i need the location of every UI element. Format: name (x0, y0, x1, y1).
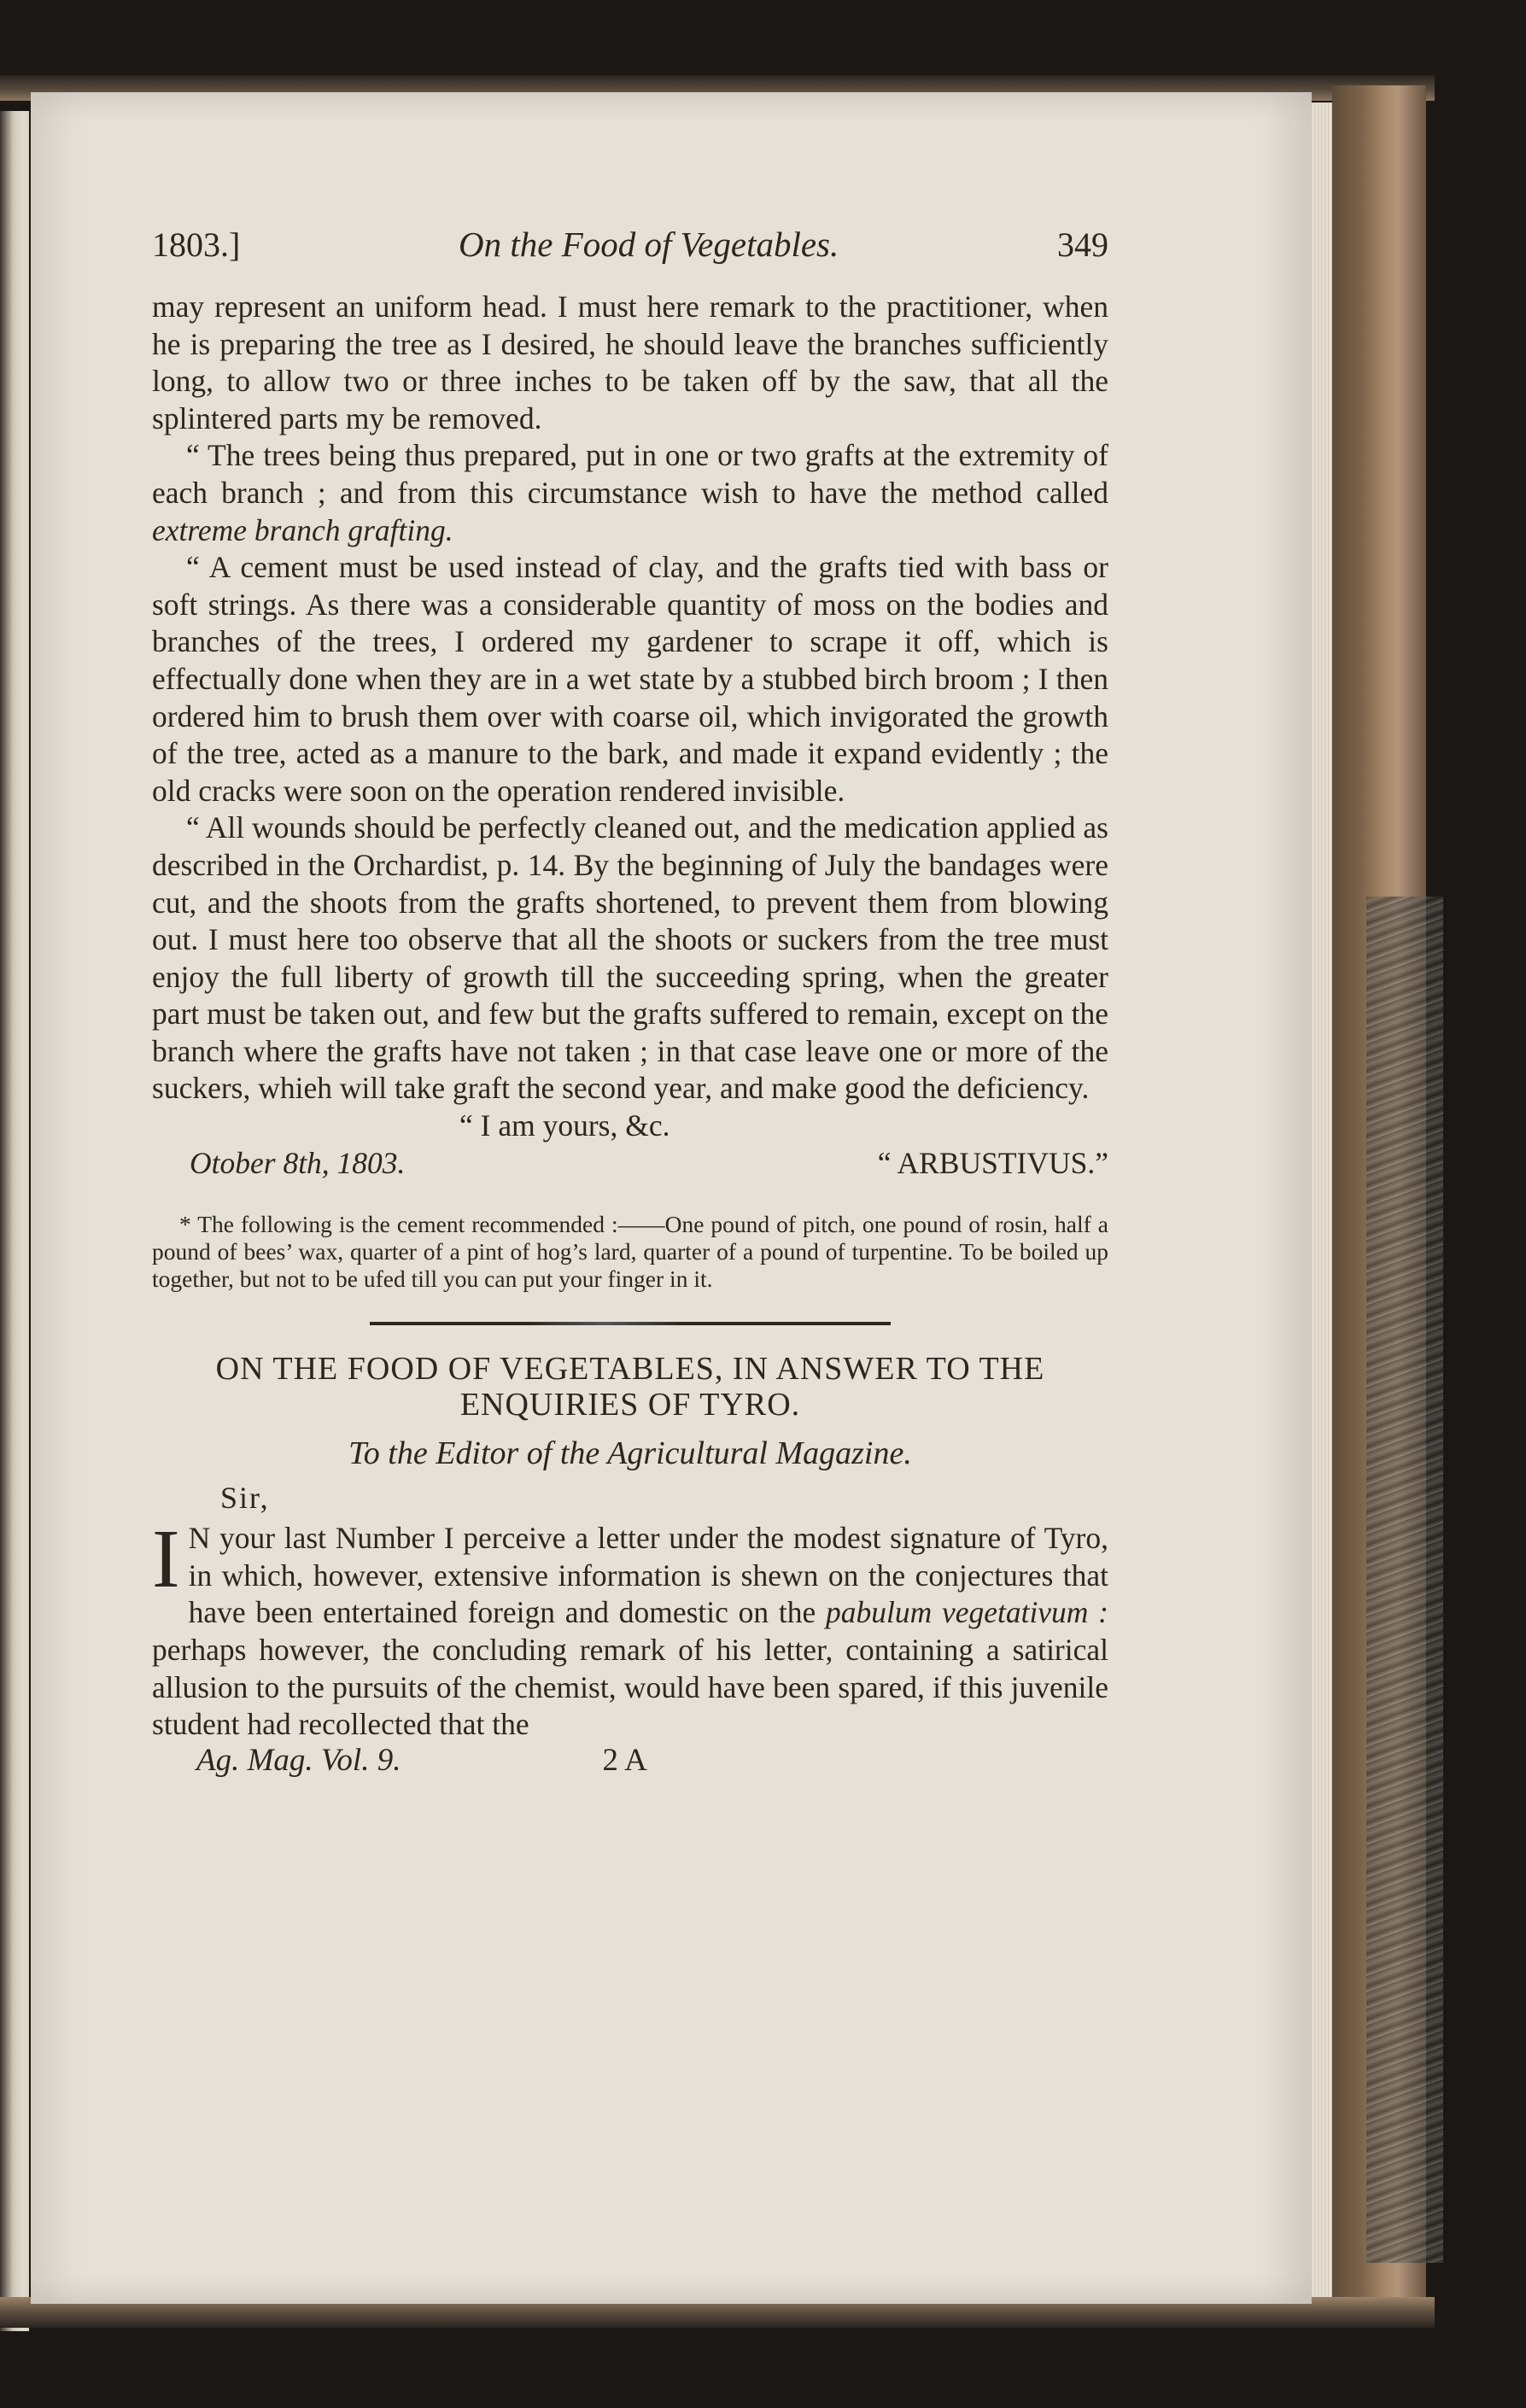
paragraph-4: “ All wounds should be perfectly cleaned out, and the medication applied as described in the Orchardist, p. 14. By the beginning of July the bandages were cut, and the shoots from the grafts shortened, to prevent them from blowing out. I must here too observe that all the shoots or suckers from the tree must enjoy the full liberty of growth till the succeeding spring, when the greater part must be taken out, and few but the grafts suffered to remain, except on the branch where the grafts have not taken ; in that case leave one or more of the suckers, whieh will take graft the second year, and make good the deficiency. (152, 810, 1108, 1106)
paragraph-3: “ A cement must be used instead of clay, and the grafts tied with bass or soft strings. As there was a considerable quantity of moss on the bodies and branches of the trees, I ordered my gardener to scrape it off, which is effectually done when they are in a wet state by a stubbed birch broom ; I then ordered him to brush them over with coarse oil, which invigorated the growth of the tree, acted as a manure to the bark, and made it expand evidently ; the old cracks were soon on the operation rendered invisible. (152, 550, 1108, 808)
marbled-cover (1366, 897, 1443, 2263)
signoff: “ I am yours, &c. (459, 1108, 670, 1143)
left-page-edge (0, 111, 29, 2331)
dateline (152, 1145, 1108, 1183)
article-paragraph-1-emphasis: pabulum vegetativum : (825, 1595, 1108, 1630)
letter-date: Otober 8th, 1803. (190, 1145, 406, 1180)
header-title: On the Food of Vegetables. (459, 225, 839, 264)
page-content (152, 224, 1108, 1780)
letter-signature: “ ARBUSTIVUS.” (877, 1145, 1108, 1180)
header-year: 1803.] (152, 225, 241, 264)
signature-mark: 2 A (602, 1742, 647, 1778)
salutation: Sir, (220, 1481, 270, 1516)
editor-line: To the Editor of the Agricultural Magazine. (348, 1435, 912, 1472)
page-footer (152, 1742, 1108, 1780)
paragraph-1: may represent an uniform head. I must here remark to the practitioner, when he is preparing the tree as I desired, he should leave the branches sufficiently long, to allow two or three inches to be taken off by the saw, that all the splintered parts my be removed. (152, 289, 1108, 435)
drop-cap: I (152, 1513, 180, 1606)
footer-journal: Ag. Mag. Vol. 9. (196, 1742, 401, 1778)
article-paragraph-1 (152, 1513, 1108, 1744)
article-title: ON THE FOOD OF VEGETABLES, IN ANSWER TO THE ENQUIRIES OF TYRO. (215, 1351, 1045, 1423)
page-number: 349 (1056, 225, 1108, 264)
paragraph-2-emphasis: extreme branch grafting. (152, 512, 453, 547)
paragraph-2-text: “ The trees being thus prepared, put in one or two grafts at the extremity of each branch ; and from this circumstance wish to have the method called (152, 438, 1108, 510)
section-divider (370, 1322, 891, 1325)
running-header (152, 224, 1108, 265)
article-paragraph-1-text-a: N your last Number I perceive a letter under the modest signature of Tyro, in which, however, extensive information is shewn on the conjectures that have been entertained foreign and domestic on the (188, 1521, 1108, 1630)
paragraph-2 (152, 437, 1108, 549)
article-paragraph-1-text-b: perhaps however, the concluding remark of his letter, containing a satirical allusion to the pursuits of the chemist, would have been spared, if this juvenile student had recollected that the (152, 1633, 1108, 1742)
footnote: * The following is the cement recommended :——One pound of pitch, one pound of rosin, half a pound of bees’ wax, quarter of a pint of hog’s lard, quarter of a pound of turpentine. To be boiled up together, but not to be ufed till you can put your finger in it. (152, 1211, 1108, 1293)
